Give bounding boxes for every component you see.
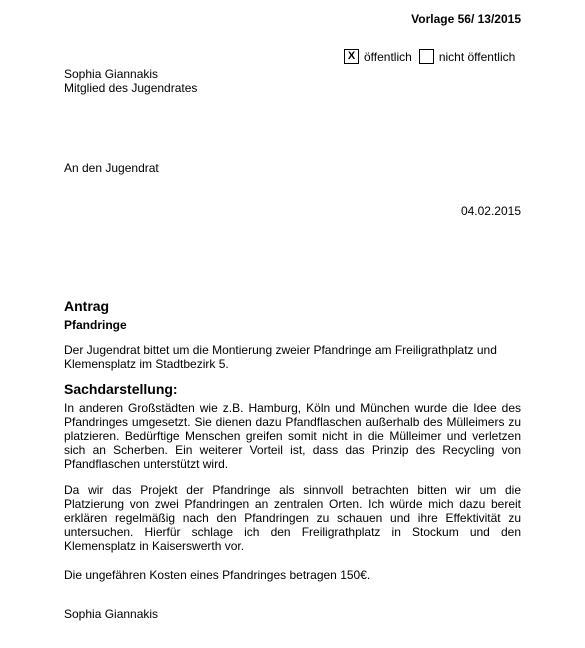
document-reference: Vorlage 56/ 13/2015 (411, 12, 521, 26)
text-line: untersuchen. Hierfür schlage ich den Freiligrathplatz in Stockum und den (64, 525, 521, 539)
public-label: öffentlich (364, 49, 412, 64)
sender-role: Mitglied des Jugendrates (64, 81, 198, 95)
paragraph-2 (64, 483, 521, 553)
text-line: erklären regelmäßig nach den Pfandringen zu schauen und ihre Effektivität zu (64, 511, 521, 525)
text-line: Klemensplatz im Stadtbezirk 5. (64, 357, 229, 371)
intro-paragraph (64, 343, 521, 371)
document-title: Antrag (64, 298, 110, 314)
sender-name: Sophia Giannakis (64, 67, 159, 81)
text-line: Pfandflaschen unterstützt wird. (64, 457, 229, 471)
signature: Sophia Giannakis (64, 607, 159, 621)
text-line: platzieren. Bedürftige Menschen greifen somit nicht in die Mülleimer und verletzen (64, 429, 521, 443)
public-checkbox[interactable]: X (344, 49, 359, 64)
recipient: An den Jugendrat (64, 161, 159, 175)
visibility-options (344, 49, 515, 64)
paragraph-1 (64, 401, 521, 471)
text-line: sich an Scherben. Ein weiterer Vorteil ist, dass das Prinzip des Recycling von (64, 443, 521, 457)
nonpublic-label: nicht öffentlich (438, 49, 516, 64)
document-subject: Pfandringe (64, 318, 127, 332)
nonpublic-checkbox[interactable] (419, 49, 434, 64)
text-line: Klemensplatz in Kaiserswerth vor. (64, 539, 245, 553)
paragraph-3: Die ungefähren Kosten eines Pfandringes betragen 150€. (64, 568, 371, 582)
text-line: In anderen Großstädten wie z.B. Hamburg, Köln und München wurde die Idee des (64, 401, 521, 415)
text-line: Platzierung von zwei Pfandringen an zentralen Orten. Ich würde mich dazu bereit (64, 497, 521, 511)
document-date: 04.02.2015 (460, 204, 521, 218)
section-heading: Sachdarstellung: (64, 381, 178, 397)
sender-block (64, 67, 197, 95)
text-line: Der Jugendrat bittet um die Montierung zweier Pfandringe am Freiligrathplatz und (64, 343, 497, 357)
text-line: Pfandringes umgesetzt. Sie dienen dazu Pfandflaschen außerhalb des Mülleimers zu (64, 415, 521, 429)
text-line: Da wir das Projekt der Pfandringe als sinnvoll betrachten bitten wir um die (64, 483, 521, 497)
